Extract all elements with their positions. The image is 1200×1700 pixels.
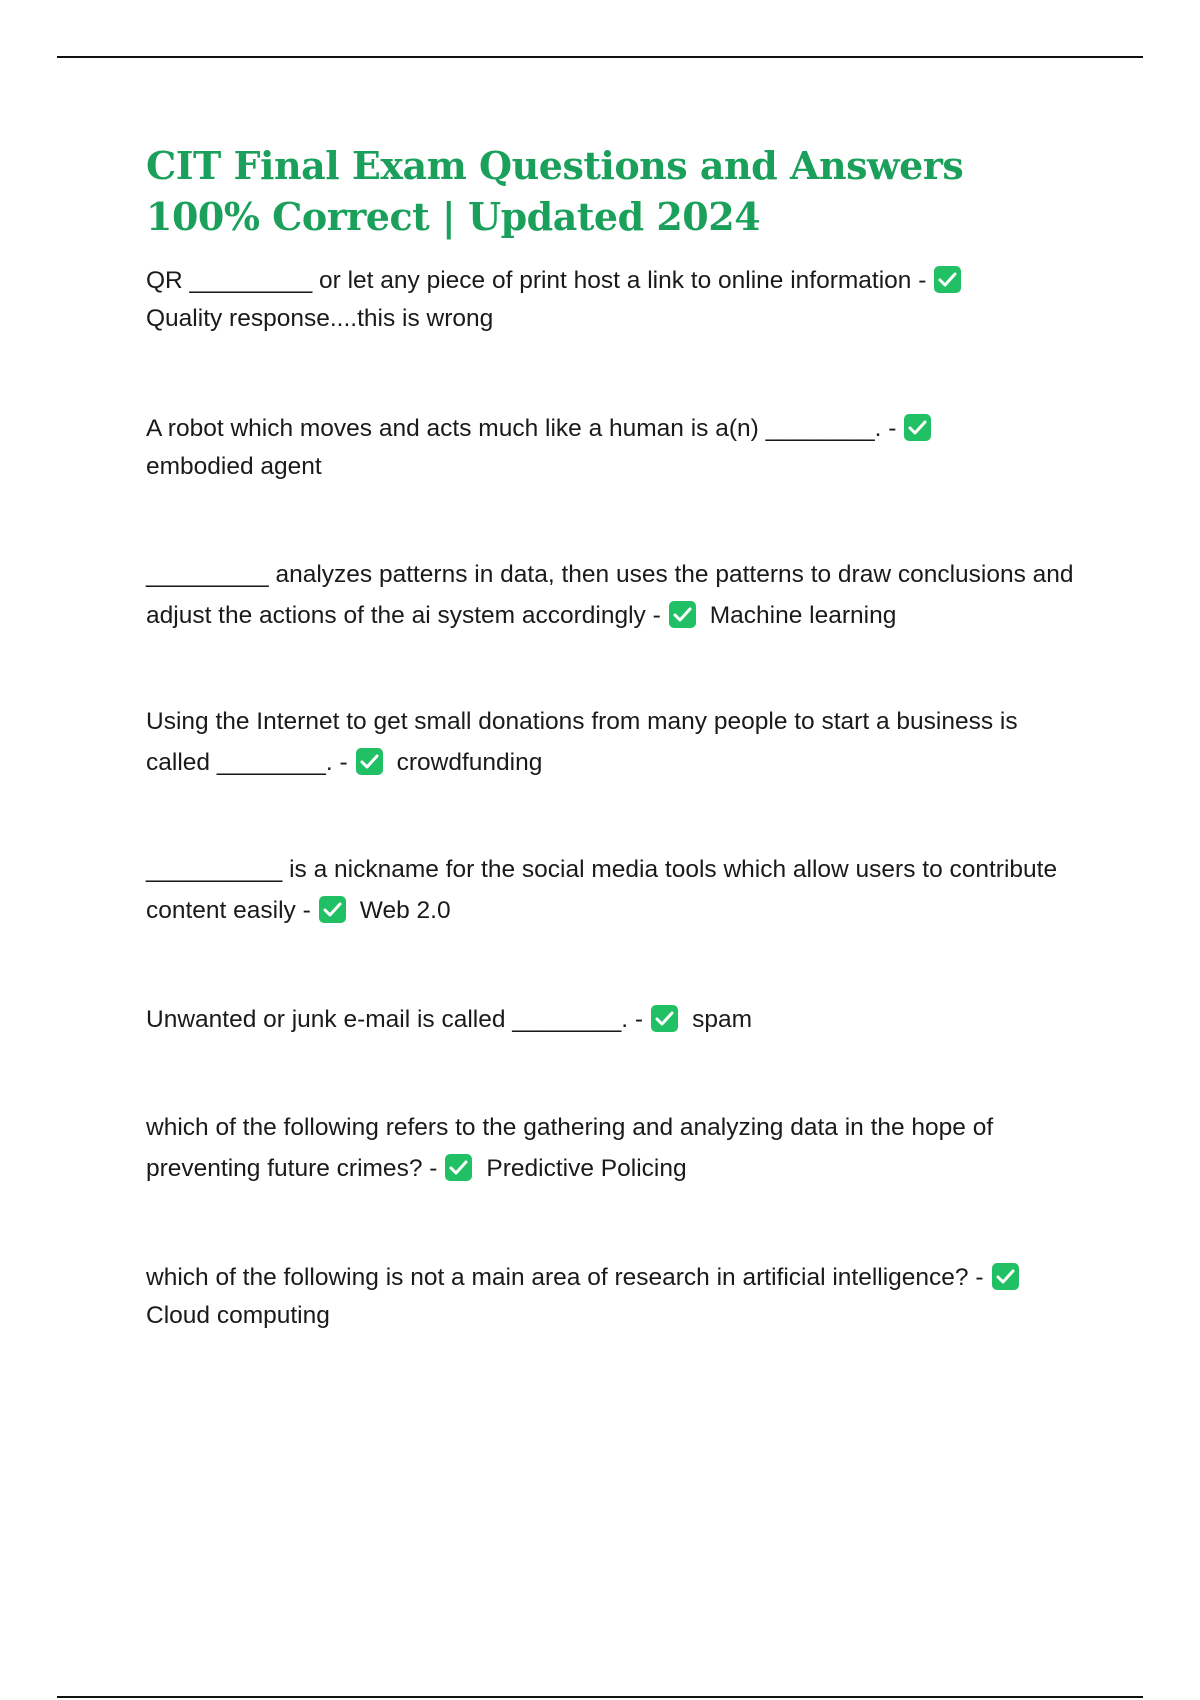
question-text: A robot which moves and acts much like a human is a(n) ________. - [146,415,897,442]
question-text: which of the following refers to the gathering and analyzing data in the hope of preventing future crimes? - [146,1114,994,1182]
question-text: which of the following is not a main area of research in artificial intelligence? - [146,1264,984,1291]
answer-text: embodied agent [146,453,322,480]
question-text: __________ is a nickname for the social media tools which allow users to contribute content easily - [146,856,1058,924]
check-box-icon [669,601,696,628]
check-box-icon [904,414,931,441]
answer-text: spam [692,1006,753,1033]
qa-item [146,1259,1081,1335]
qa-item [146,999,1081,1040]
check-box-icon [319,896,346,923]
answer-text: crowdfunding [396,749,543,776]
answer-text: Cloud computing [146,1302,330,1329]
document-body [146,140,1081,1335]
question-text: _________ analyzes patterns in data, then uses the patterns to draw conclusions and adjust the actions of the ai system accordingly - [146,561,1074,629]
bottom-divider [57,1696,1143,1698]
answer-text: Machine learning [709,602,897,629]
check-box-icon [445,1154,472,1181]
qa-item [146,554,1081,636]
answer-text: Quality response....this is wrong [146,305,494,332]
qa-item [146,701,1081,783]
qa-item [146,410,1081,486]
top-divider [57,56,1143,58]
question-text: QR _________ or let any piece of print host a link to online information - [146,267,927,294]
check-box-icon [651,1005,678,1032]
answer-text: Predictive Policing [486,1155,687,1182]
question-text: Unwanted or junk e-mail is called ________. - [146,1006,644,1033]
check-box-icon [934,266,961,293]
qa-item [146,262,1081,338]
check-box-icon [356,748,383,775]
check-box-icon [992,1263,1019,1290]
qa-item [146,849,1081,931]
answer-text: Web 2.0 [359,897,451,924]
qa-item [146,1107,1081,1189]
question-text: Using the Internet to get small donations from many people to start a business is called ________. - [146,708,1018,776]
document-title: CIT Final Exam Questions and Answers 100% Correct | Updated 2024 [146,143,964,239]
